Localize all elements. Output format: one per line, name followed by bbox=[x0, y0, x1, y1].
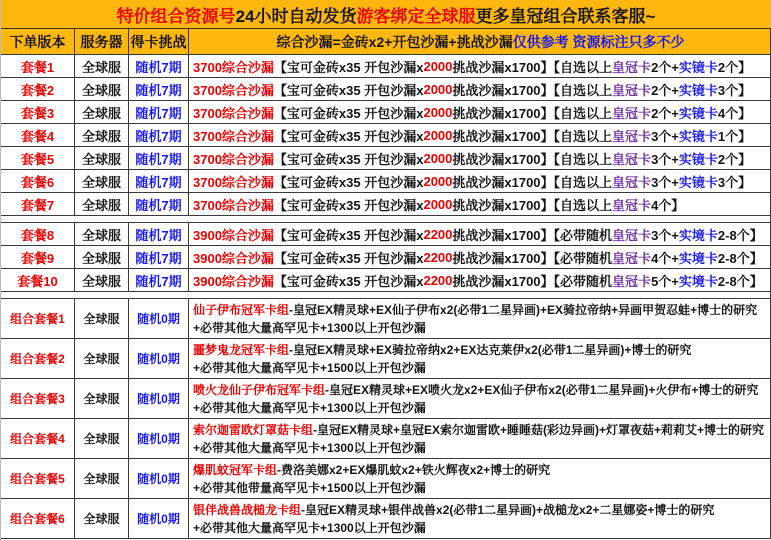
combo-package-row bbox=[1, 299, 771, 339]
package-name: 组合套餐6 bbox=[1, 499, 75, 538]
text-segment: -皇冠EX精灵球+EX喷火龙x2+EX仙子伊布x2(必带1二星异画)+火伊布+博士的研究 bbox=[325, 382, 759, 397]
text-segment: 【宝可金砖x35 开包沙漏x bbox=[273, 82, 424, 98]
text-segment: 皇冠卡 bbox=[612, 227, 652, 243]
text-segment: 2000 bbox=[423, 58, 453, 74]
column-header-description bbox=[189, 29, 770, 54]
server-cell: 全球服 bbox=[75, 339, 129, 378]
text-segment: 皇冠卡 bbox=[612, 273, 652, 289]
description-cell bbox=[189, 269, 770, 291]
text-segment: 实境卡 bbox=[678, 273, 718, 289]
description-cell bbox=[189, 419, 770, 458]
text-segment: 2000 bbox=[423, 173, 453, 189]
text-segment: 【宝可金砖x35 开包沙漏x bbox=[273, 250, 424, 266]
text-segment: 2200 bbox=[423, 272, 453, 288]
text-segment: 仙子伊布冠军卡组 bbox=[193, 302, 290, 317]
description-cell bbox=[189, 223, 770, 245]
text-segment: 2000 bbox=[423, 81, 453, 97]
server-cell: 全球服 bbox=[75, 246, 129, 268]
text-segment: 3个+ bbox=[651, 227, 679, 243]
challenge-cell: 随机7期 bbox=[129, 55, 189, 77]
challenge-cell: 随机7期 bbox=[129, 147, 189, 169]
challenge-cell: 随机0期 bbox=[129, 499, 189, 538]
text-segment: 3900综合沙漏 bbox=[193, 250, 274, 266]
text-segment: 挑战沙漏x1700】【必带随机 bbox=[452, 227, 613, 243]
text-segment: 2000 bbox=[423, 150, 453, 166]
text-segment: 2个+ bbox=[651, 82, 679, 98]
combo-line1 bbox=[193, 301, 757, 319]
text-segment: 实镜卡 bbox=[678, 59, 718, 75]
challenge-cell: 随机0期 bbox=[129, 379, 189, 418]
text-segment: 2200 bbox=[423, 226, 453, 242]
challenge-cell: 随机7期 bbox=[129, 246, 189, 268]
server-cell: 全球服 bbox=[75, 269, 129, 291]
text-segment: 噩梦鬼龙冠军卡组 bbox=[193, 342, 290, 357]
text-segment: 挑战沙漏x1700】【自选以上 bbox=[452, 82, 613, 98]
package-row bbox=[1, 223, 771, 246]
text-segment: -皇冠EX精灵球+EX骑拉帝纳x2+EX达克莱伊x2(必带1二星异画)+博士的研究 bbox=[289, 342, 692, 357]
combo-package-row bbox=[1, 379, 771, 419]
text-segment: 2000 bbox=[423, 127, 453, 143]
text-segment: 2个】 bbox=[717, 59, 752, 75]
challenge-cell: 随机7期 bbox=[129, 124, 189, 146]
text-segment: 皇冠卡 bbox=[612, 105, 652, 121]
text-segment: 2-8个】 bbox=[717, 250, 763, 266]
server-cell: 全球服 bbox=[75, 147, 129, 169]
challenge-cell: 随机7期 bbox=[129, 78, 189, 100]
text-segment: 3700综合沙漏 bbox=[193, 151, 274, 167]
package-row bbox=[1, 147, 771, 170]
package-row bbox=[1, 170, 771, 193]
text-segment: 【宝可金砖x35 开包沙漏x bbox=[273, 105, 424, 121]
text-segment: 24小时自动发货 bbox=[235, 6, 357, 26]
package-name: 套餐3 bbox=[1, 101, 75, 123]
description-cell bbox=[189, 170, 770, 192]
combo-package-row bbox=[1, 459, 771, 499]
package-name: 套餐8 bbox=[1, 223, 75, 245]
combo-package-row bbox=[1, 499, 771, 539]
package-name: 组合套餐5 bbox=[1, 459, 75, 498]
text-segment: 3700综合沙漏 bbox=[193, 59, 274, 75]
text-segment: 实镜卡 bbox=[678, 174, 718, 190]
text-segment: 皇冠卡 bbox=[612, 197, 652, 213]
column-header-server: 服务器 bbox=[75, 29, 129, 54]
text-segment: 2个】 bbox=[717, 151, 752, 167]
package-name: 套餐4 bbox=[1, 124, 75, 146]
text-segment: 挑战沙漏x1700】【自选以上 bbox=[452, 59, 613, 75]
text-segment: -费洛美娜x2+EX爆肌蚊x2+铁火辉夜x2+博士的研究 bbox=[277, 462, 551, 477]
text-segment: 3个+ bbox=[651, 174, 679, 190]
text-segment: 索尔迦雷欧灯罩菇卡组 bbox=[193, 422, 314, 437]
server-cell: 全球服 bbox=[75, 299, 129, 338]
package-name: 套餐10 bbox=[1, 269, 75, 291]
text-segment: 实境卡 bbox=[678, 250, 718, 266]
text-segment: 特价组合资源号 bbox=[116, 6, 236, 26]
text-segment: 【宝可金砖x35 开包沙漏x bbox=[273, 151, 424, 167]
package-name: 组合套餐4 bbox=[1, 419, 75, 458]
server-cell: 全球服 bbox=[75, 170, 129, 192]
text-segment: 皇冠卡 bbox=[612, 59, 652, 75]
package-row bbox=[1, 246, 771, 269]
package-row bbox=[1, 269, 771, 292]
text-segment: 挑战沙漏x1700】【自选以上 bbox=[452, 151, 613, 167]
text-segment: 3个】 bbox=[717, 174, 752, 190]
description-cell bbox=[189, 55, 770, 77]
description-cell bbox=[189, 147, 770, 169]
text-segment: 更多皇冠组合联系客服~ bbox=[475, 6, 656, 26]
combo-line2: +必带其他大量高罕见卡+1300以上开包沙漏 bbox=[193, 520, 426, 535]
server-cell: 全球服 bbox=[75, 459, 129, 498]
text-segment: 挑战沙漏x1700】【必带随机 bbox=[452, 273, 613, 289]
text-segment: 游客绑定 bbox=[356, 6, 425, 26]
text-segment: 3700综合沙漏 bbox=[193, 128, 274, 144]
combo-line1 bbox=[193, 501, 714, 519]
text-segment: 【宝可金砖x35 开包沙漏x bbox=[273, 59, 424, 75]
description-cell bbox=[189, 299, 770, 338]
challenge-cell: 随机7期 bbox=[129, 193, 189, 215]
table-body bbox=[1, 55, 771, 539]
group-separator bbox=[1, 292, 771, 299]
text-segment: 4个】 bbox=[717, 105, 752, 121]
challenge-cell: 随机0期 bbox=[129, 339, 189, 378]
package-name: 套餐9 bbox=[1, 246, 75, 268]
text-segment: 4个+ bbox=[651, 250, 679, 266]
text-segment: 【宝可金砖x35 开包沙漏x bbox=[273, 227, 424, 243]
text-segment: 3个+ bbox=[651, 151, 679, 167]
text-segment: 4个】 bbox=[651, 197, 685, 213]
challenge-cell: 随机7期 bbox=[129, 170, 189, 192]
package-name: 套餐6 bbox=[1, 170, 75, 192]
text-segment: 实境卡 bbox=[678, 227, 718, 243]
text-segment: 3700综合沙漏 bbox=[193, 174, 274, 190]
text-segment: 【宝可金砖x35 开包沙漏x bbox=[273, 197, 424, 213]
description-cell bbox=[189, 101, 770, 123]
column-header-row bbox=[1, 29, 771, 55]
package-row bbox=[1, 55, 771, 78]
text-segment: 挑战沙漏x1700】【自选以上 bbox=[452, 128, 613, 144]
text-segment: 银伴战兽战槌龙卡组 bbox=[193, 502, 302, 517]
text-segment: 皇冠卡 bbox=[612, 250, 652, 266]
server-cell: 全球服 bbox=[75, 419, 129, 458]
text-segment: 【宝可金砖x35 开包沙漏x bbox=[273, 273, 424, 289]
package-name: 套餐2 bbox=[1, 78, 75, 100]
text-segment: 挑战沙漏x1700】【自选以上 bbox=[452, 197, 613, 213]
text-segment: 3个+ bbox=[651, 128, 679, 144]
package-row bbox=[1, 193, 771, 216]
text-segment: 爆肌蚊冠军卡组 bbox=[193, 462, 278, 477]
text-segment: 2-8个】 bbox=[717, 227, 763, 243]
combo-package-row bbox=[1, 339, 771, 379]
server-cell: 全球服 bbox=[75, 55, 129, 77]
server-cell: 全球服 bbox=[75, 223, 129, 245]
text-segment: 3700综合沙漏 bbox=[193, 105, 274, 121]
challenge-cell: 随机0期 bbox=[129, 459, 189, 498]
description-cell bbox=[189, 246, 770, 268]
text-segment: 2个+ bbox=[651, 59, 679, 75]
package-name: 组合套餐3 bbox=[1, 379, 75, 418]
combo-line2: +必带其他大量高罕见卡+1500以上开包沙漏 bbox=[193, 360, 426, 375]
description-cell bbox=[189, 499, 770, 538]
text-segment: 挑战沙漏x1700】【必带随机 bbox=[452, 250, 613, 266]
column-header-version: 下单版本 bbox=[1, 29, 75, 54]
package-name: 套餐1 bbox=[1, 55, 75, 77]
text-segment: 【宝可金砖x35 开包沙漏x bbox=[273, 174, 424, 190]
text-segment: 实镜卡 bbox=[678, 128, 718, 144]
text-segment: -皇冠EX精灵球+皇冠EX索尔迦雷欧+睡睡菇(彩边异画)+灯罩夜菇+莉莉艾+博士的研究 bbox=[313, 422, 765, 437]
description-cell bbox=[189, 339, 770, 378]
text-segment: 挑战沙漏x1700】【自选以上 bbox=[452, 105, 613, 121]
text-segment: 5个+ bbox=[651, 273, 679, 289]
text-segment: 2000 bbox=[423, 104, 453, 120]
package-name: 组合套餐1 bbox=[1, 299, 75, 338]
package-row bbox=[1, 101, 771, 124]
text-segment: 3900综合沙漏 bbox=[193, 227, 274, 243]
server-cell: 全球服 bbox=[75, 78, 129, 100]
text-segment: 实镜卡 bbox=[678, 105, 718, 121]
challenge-cell: 随机0期 bbox=[129, 419, 189, 458]
text-segment: 3700综合沙漏 bbox=[193, 82, 274, 98]
package-row bbox=[1, 78, 771, 101]
server-cell: 全球服 bbox=[75, 124, 129, 146]
package-name: 套餐5 bbox=[1, 147, 75, 169]
text-segment: 2-8个】 bbox=[717, 273, 763, 289]
group-separator bbox=[1, 216, 771, 223]
text-segment: -皇冠EX精灵球+EX仙子伊布x2(必带1二星异画)+EX骑拉帝纳+异画甲贺忍蛙+博士的研究 bbox=[289, 302, 758, 317]
text-segment: 皇冠卡 bbox=[612, 128, 652, 144]
text-segment: 挑战沙漏x1700】【自选以上 bbox=[452, 174, 613, 190]
column-header-challenge: 得卡挑战 bbox=[129, 29, 189, 54]
combo-line1 bbox=[193, 461, 550, 479]
combo-line1 bbox=[193, 421, 764, 439]
text-segment: 2000 bbox=[423, 196, 453, 212]
text-segment: 2个+ bbox=[651, 105, 679, 121]
text-segment: 【宝可金砖x35 开包沙漏x bbox=[273, 128, 424, 144]
package-name: 套餐7 bbox=[1, 193, 75, 215]
combo-line1 bbox=[193, 341, 691, 359]
challenge-cell: 随机7期 bbox=[129, 101, 189, 123]
text-segment: 皇冠卡 bbox=[612, 82, 652, 98]
challenge-cell: 随机0期 bbox=[129, 299, 189, 338]
package-row bbox=[1, 124, 771, 147]
combo-line2: +必带其他大量高罕见卡+1300以上开包沙漏 bbox=[193, 320, 426, 335]
text-segment: 实镜卡 bbox=[678, 151, 718, 167]
text-segment: 综合沙漏=金砖x2+开包沙漏+挑战沙漏 bbox=[276, 33, 513, 50]
combo-line2: +必带其他带量高罕见卡+1500以上开包沙漏 bbox=[193, 480, 426, 495]
combo-line2: +必带其他大量高罕见卡+1300以上开包沙漏 bbox=[193, 400, 426, 415]
combo-line2: +必带其他大量高罕见卡+1300以上开包沙漏 bbox=[193, 440, 426, 455]
description-cell bbox=[189, 459, 770, 498]
text-segment: 皇冠卡 bbox=[612, 151, 652, 167]
text-segment: 3900综合沙漏 bbox=[193, 273, 274, 289]
text-segment: 2200 bbox=[423, 249, 453, 265]
text-segment: 全球服 bbox=[424, 6, 476, 26]
server-cell: 全球服 bbox=[75, 379, 129, 418]
package-name: 组合套餐2 bbox=[1, 339, 75, 378]
text-segment: 3个】 bbox=[717, 82, 752, 98]
text-segment: 3700综合沙漏 bbox=[193, 197, 274, 213]
description-cell bbox=[189, 193, 770, 215]
text-segment: 皇冠卡 bbox=[612, 174, 652, 190]
page-title bbox=[1, 0, 771, 29]
description-cell bbox=[189, 379, 770, 418]
description-cell bbox=[189, 78, 770, 100]
server-cell: 全球服 bbox=[75, 499, 129, 538]
text-segment: 仅供参考 资源标注只多不少 bbox=[512, 33, 685, 50]
combo-line1 bbox=[193, 381, 758, 399]
text-segment: -皇冠EX精灵球+银伴战兽x2(必带1二星异画)+战槌龙x2+二星娜姿+博士的研究 bbox=[301, 502, 715, 517]
challenge-cell: 随机7期 bbox=[129, 269, 189, 291]
challenge-cell: 随机7期 bbox=[129, 223, 189, 245]
text-segment: 实镜卡 bbox=[678, 82, 718, 98]
server-cell: 全球服 bbox=[75, 193, 129, 215]
text-segment: 1个】 bbox=[717, 128, 752, 144]
combo-package-row bbox=[1, 419, 771, 459]
description-cell bbox=[189, 124, 770, 146]
text-segment: 喷火龙仙子伊布冠军卡组 bbox=[193, 382, 326, 397]
server-cell: 全球服 bbox=[75, 101, 129, 123]
